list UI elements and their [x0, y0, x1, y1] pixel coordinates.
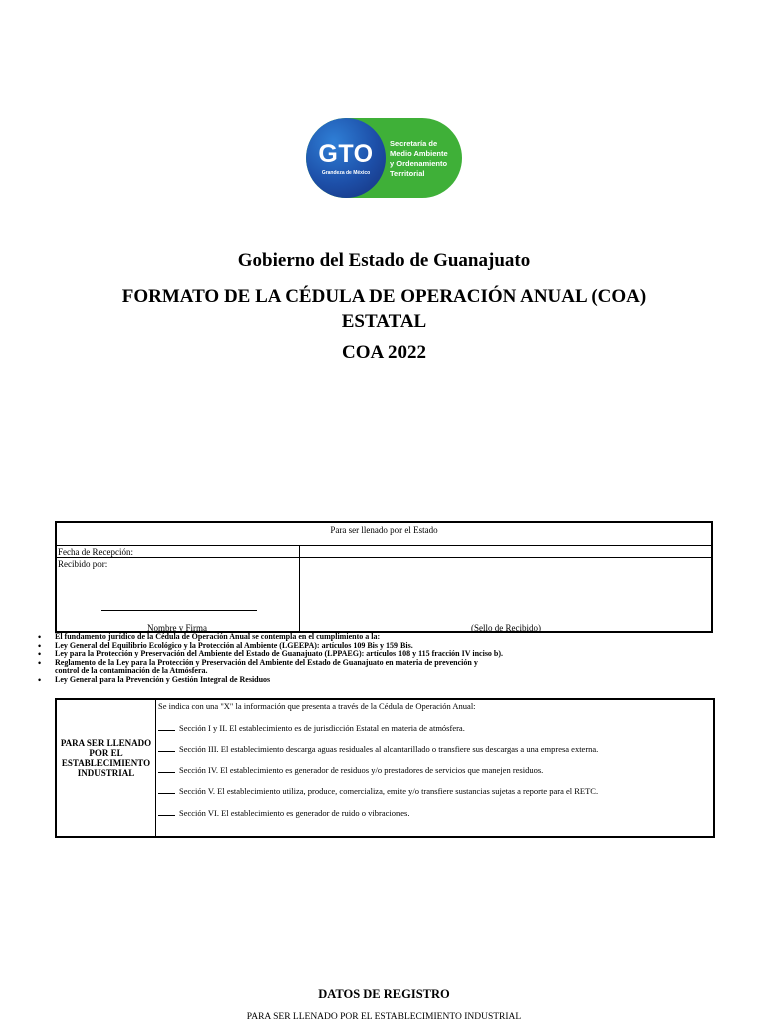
- logo-org-line: Secretaría de: [390, 139, 438, 148]
- legal-basis-list: [55, 633, 735, 684]
- divider: [57, 557, 711, 558]
- option-section-3[interactable]: [158, 743, 598, 754]
- establishment-side-label: PARA SER LLENADO POR EL ESTABLECIMIENTO INDUSTRIAL: [60, 738, 152, 778]
- column-divider: [155, 700, 156, 836]
- document-title: [0, 284, 768, 334]
- title-line-1: FORMATO DE LA CÉDULA DE OPERACIÓN ANUAL (COA): [121, 286, 647, 307]
- stamp-label: (Sello de Recibido): [471, 623, 541, 633]
- reception-date-label: Fecha de Recepción:: [58, 547, 133, 557]
- option-label: Sección VI. El establecimiento es generador de ruido o vibraciones.: [179, 808, 410, 818]
- gto-logo: [306, 118, 462, 198]
- checkbox-blank[interactable]: [158, 764, 175, 773]
- checkbox-blank[interactable]: [158, 722, 175, 731]
- state-reception-box: [55, 521, 713, 633]
- selection-instruction: Se indica con una "X" la información que presenta a través de la Cédula de Operación Anual:: [158, 701, 476, 711]
- list-item: • Ley General del Equilibrio Ecológico y la Protección al Ambiente (LGEEPA): artículos 109 Bis y 159 Bis.: [55, 642, 735, 651]
- option-label: Sección IV. El establecimiento es generador de residuos y/o prestadores de servicios que manejen residuos.: [179, 765, 544, 775]
- logo-org-name: [390, 139, 460, 179]
- registration-data-heading: DATOS DE REGISTRO: [318, 987, 450, 1001]
- logo-org-line: y Ordenamiento: [390, 159, 448, 168]
- signature-line: [101, 610, 257, 611]
- logo-org-line: Territorial: [390, 169, 425, 178]
- option-section-5[interactable]: [158, 785, 598, 796]
- list-item: • El fundamento jurídico de la Cédula de Operación Anual se contempla en el cumplimiento a la:: [55, 633, 735, 642]
- list-item: • Reglamento de la Ley para la Protección y Preservación del Ambiente del Estado de Guanajuato en materia de prevención y control de la contaminación de la Atmósfera.: [55, 659, 495, 676]
- checkbox-blank[interactable]: [158, 785, 175, 794]
- state-box-heading: Para ser llenado por el Estado: [330, 525, 438, 535]
- option-section-1-2[interactable]: [158, 722, 465, 733]
- checkbox-blank[interactable]: [158, 807, 175, 816]
- checkbox-blank[interactable]: [158, 743, 175, 752]
- divider: [57, 545, 711, 546]
- option-label: Sección I y II. El establecimiento es de jurisdicción Estatal en materia de atmósfera.: [179, 723, 465, 733]
- list-item: • Ley para la Protección y Preservación del Ambiente del Estado de Guanajuato (LPPAEG): artículos 108 y 115 fracción IV inciso b).: [55, 650, 735, 659]
- option-label: Sección III. El establecimiento descarga aguas residuales al alcantarillado o transfiere sus descargas a una empresa externa.: [179, 744, 599, 754]
- government-heading: Gobierno del Estado de Guanajuato: [237, 250, 531, 271]
- option-section-4[interactable]: [158, 764, 543, 775]
- year-label: COA 2022: [342, 342, 426, 363]
- logo-mark: GTO: [318, 140, 374, 168]
- option-section-6[interactable]: [158, 807, 409, 818]
- registration-subtitle: PARA SER LLENADO POR EL ESTABLECIMIENTO INDUSTRIAL: [246, 1012, 522, 1022]
- option-label: Sección V. El establecimiento utiliza, produce, comercializa, emite y/o transfiere sustancias sujetas a reporte para el RETC.: [179, 786, 599, 796]
- logo-org-line: Medio Ambiente: [390, 149, 448, 158]
- logo-tagline: Grandeza de México: [321, 170, 371, 176]
- column-divider: [299, 545, 300, 633]
- title-line-2: ESTATAL: [341, 311, 427, 332]
- received-by-label: Recibido por:: [58, 559, 108, 569]
- name-signature-label: Nombre y Firma: [147, 623, 207, 633]
- establishment-box: [55, 698, 715, 838]
- list-item: • Ley General para la Prevención y Gestión Integral de Residuos: [55, 676, 735, 685]
